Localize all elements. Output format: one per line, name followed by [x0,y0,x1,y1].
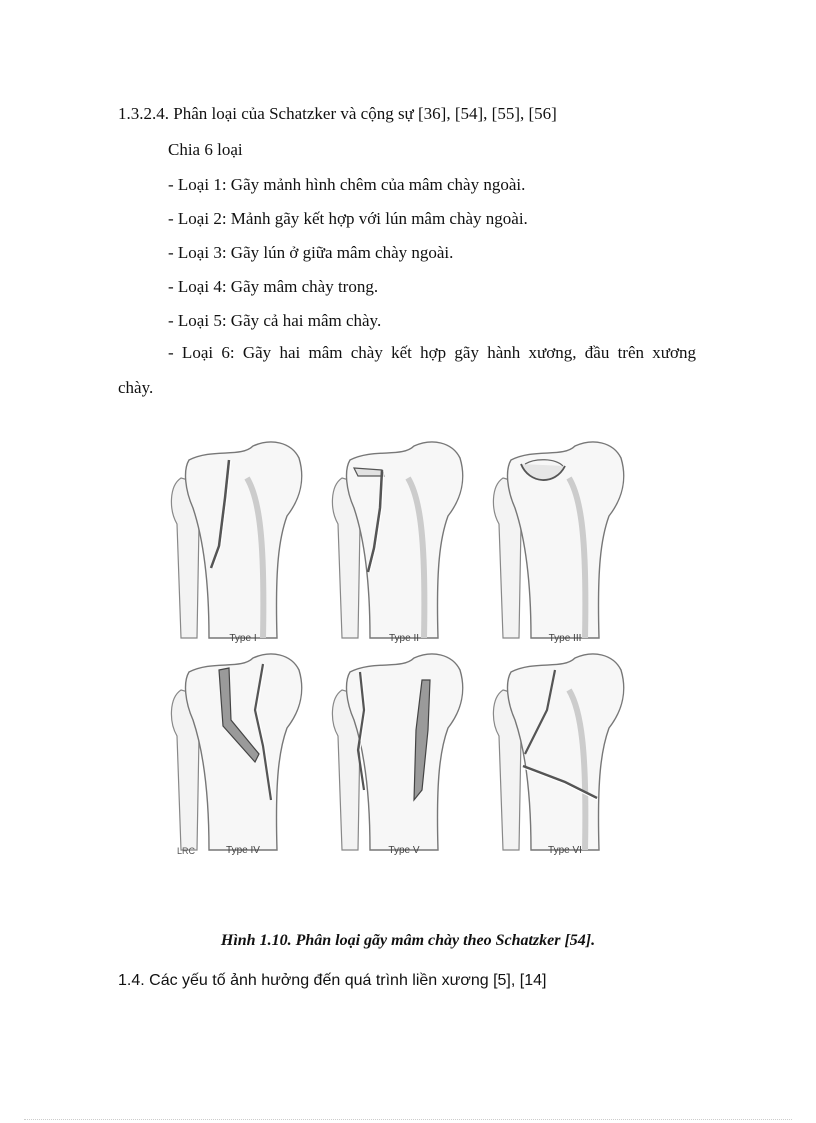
list-item-type-1: - Loại 1: Gãy mảnh hình chêm của mâm chày ngoài. [168,175,526,194]
list-item-type-2: - Loại 2: Mảnh gãy kết hợp với lún mâm chày ngoài. [168,209,528,228]
list-item-type-6-continuation: chày. [118,378,154,397]
type-label-1: Type I [229,633,257,644]
list-item-type-4: - Loại 4: Gãy mâm chày trong. [168,277,379,296]
type-label-5: Type V [388,845,420,856]
panel-type-5 [324,650,484,862]
type-label-4: Type IV [226,845,260,856]
section-heading-1-3-2-4: 1.3.2.4. Phân loại của Schatzker và cộng sự [36], [54], [55], [56] [118,104,557,123]
list-item-type-5: - Loại 5: Gãy cả hai mâm chày. [168,311,382,330]
tibia-type-3-illustration [485,438,645,650]
type-label-6: Type VI [548,845,582,856]
tibia-type-5-illustration [324,650,484,862]
figure-caption: Hình 1.10. Phân loại gãy mâm chày theo Schatzker [54]. [220,932,596,949]
panel-type-4 [163,650,323,862]
figure-credit: LRC [177,846,196,856]
tibia-type-4-illustration [163,650,323,862]
tibia-type-1-illustration [163,438,323,650]
section-heading-1-4: 1.4. Các yếu tố ảnh hưởng đến quá trình liền xương [5], [14] [118,972,547,989]
tibia-type-2-illustration [324,438,484,650]
type-label-3: Type III [548,633,582,644]
intro-text: Chia 6 loại [168,140,243,159]
panel-type-3 [485,438,645,650]
page-bottom-rule [24,1119,792,1120]
type-label-2: Type II [388,633,419,644]
list-item-type-6: - Loại 6: Gãy hai mâm chày kết hợp gãy hành xương, đầu trên xương [168,343,696,362]
panel-type-2 [324,438,484,650]
panel-type-6 [485,650,645,862]
schatzker-classification-figure [163,438,645,862]
tibia-type-6-illustration [485,650,645,862]
list-item-type-3: - Loại 3: Gãy lún ở giữa mâm chày ngoài. [168,243,454,262]
panel-type-1 [163,438,323,650]
